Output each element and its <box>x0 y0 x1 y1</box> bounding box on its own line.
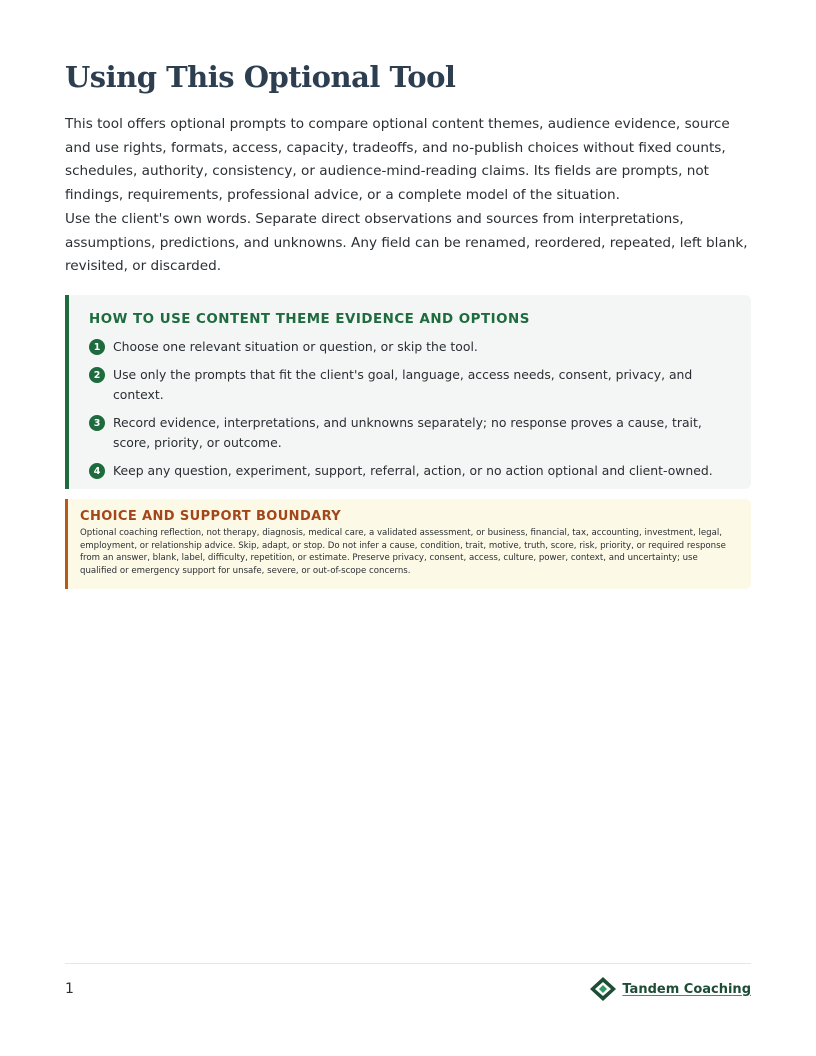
document-page <box>65 0 751 1056</box>
step-text: Choose one relevant situation or question, or skip the tool. <box>113 339 478 354</box>
list-item <box>89 365 731 405</box>
step-text: Record evidence, interpretations, and unknowns separately; no response proves a cause, trait, score, priority, or outcome. <box>113 415 702 450</box>
boundary-text: Optional coaching reflection, not therapy, diagnosis, medical care, a validated assessment, or business, financial, tax, accounting, investment, legal, employment, or relationship advice. Skip, adapt, or stop. Do not infer a cause, condition, trait, motive, truth, score, risk, priority, or required response from an answer, blank, label, difficulty, repetition, or estimate. Preserve privacy, consent, access, culture, power, context, and uncertainty; use qualified or emergency support for unsafe, severe, or out-of-scope concerns. <box>80 528 726 576</box>
list-item <box>89 413 731 453</box>
boundary-title: CHOICE AND SUPPORT BOUNDARY <box>80 509 342 524</box>
intro-paragraph: Use the client's own words. Separate direct observations and sources from interpretations, assumptions, predictions, and unknowns. Any field can be renamed, reordered, repeated, left blank, revisited, or discarded. <box>65 210 748 275</box>
brand-logo <box>589 976 751 1002</box>
steps-list <box>89 337 731 481</box>
boundary-callout <box>65 499 751 589</box>
intro-section <box>65 113 751 279</box>
page-number: 1 <box>65 981 74 997</box>
list-item <box>89 461 731 481</box>
how-to-title: HOW TO USE CONTENT THEME EVIDENCE AND OPTIONS <box>89 312 530 327</box>
list-item <box>89 337 731 357</box>
step-number-badge: 4 <box>89 463 105 479</box>
footer-divider <box>65 963 751 964</box>
step-number-badge: 2 <box>89 367 105 383</box>
tandem-diamond-icon <box>589 976 617 1002</box>
step-number-badge: 1 <box>89 339 105 355</box>
brand-name: Tandem Coaching <box>622 981 751 997</box>
step-number-badge: 3 <box>89 415 105 431</box>
page-title: Using This Optional Tool <box>65 60 456 94</box>
step-text: Use only the prompts that fit the client's goal, language, access needs, consent, privacy, and context. <box>113 367 693 402</box>
intro-paragraph: This tool offers optional prompts to compare optional content themes, audience evidence, source and use rights, formats, access, capacity, tradeoffs, and no-publish choices without fixed counts, schedules, authority, consistency, or audience-mind-reading claims. Its fields are prompts, not findings, requirements, professional advice, or a complete model of the situation. <box>65 116 730 204</box>
step-text: Keep any question, experiment, support, referral, action, or no action optional and client-owned. <box>113 463 713 478</box>
how-to-callout <box>65 295 751 489</box>
